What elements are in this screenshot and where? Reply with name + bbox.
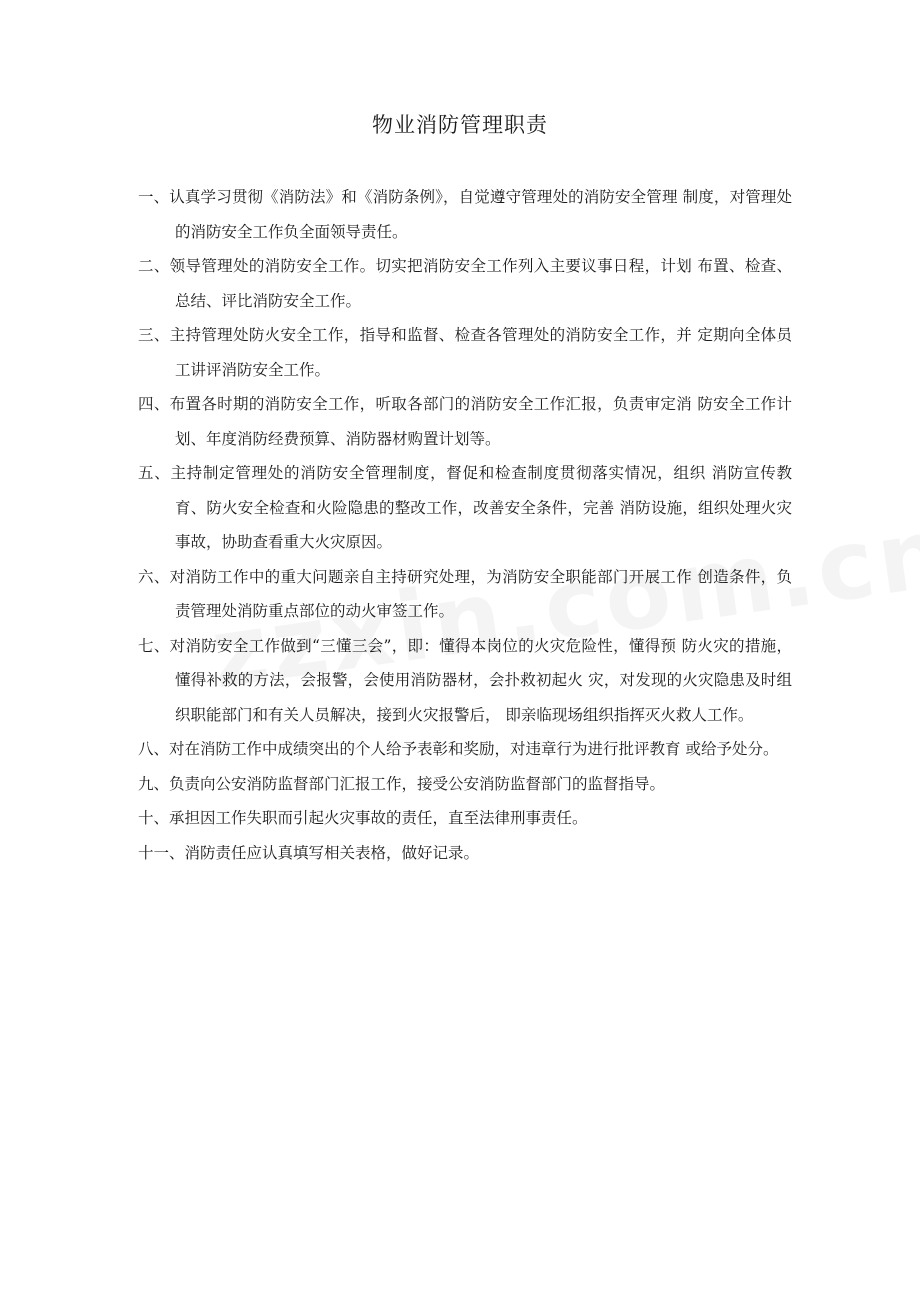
item-number: 五、 [138, 464, 171, 482]
item-text: 承担因工作失职而引起火灾事故的责任，直至法律刑事责任。 [169, 809, 588, 827]
item-text: 对消防工作中的重大问题亲自主持研究处理，为消防安全职能部门开展工作 创造条件，负责管理处消防重点部位的动火审签工作。 [169, 567, 792, 620]
item-number: 九、 [138, 774, 170, 793]
item-number: 八、 [138, 740, 170, 758]
duty-item-11 [138, 836, 792, 871]
item-text: 负责向公安消防监督部门汇报工作，接受公安消防监督部门的监督指导。 [169, 774, 666, 793]
duty-item-5 [138, 456, 792, 560]
item-number: 二、 [138, 257, 170, 275]
item-text: 主持管理处防火安全工作，指导和监督、检查各管理处的消防安全工作，并 定期向全体员工讲评消防安全工作。 [169, 326, 792, 379]
item-text: 布置各时期的消防安全工作，听取各部门的消防安全工作汇报，负责审定消 防安全工作计划、年度消防经费预算、消防器材购置计划等。 [169, 395, 792, 448]
item-number: 七、 [138, 636, 170, 655]
item-text: 认真学习贯彻《消防法》和《消防条例》，自觉遵守管理处的消防安全管理 制度，对管理处的消防安全工作负全面领导责任。 [169, 188, 792, 241]
duty-item-8 [138, 732, 792, 767]
duty-item-2 [138, 249, 792, 318]
duty-item-7 [138, 629, 792, 733]
duty-item-6 [138, 560, 792, 629]
item-text: 对消防安全工作做到“三懂三会”，即：懂得本岗位的火灾危险性，懂得预 防火灾的措施，懂得补救的方法，会报警，会使用消防器材，会扑救初起火 灾，对发现的火灾隐患及时组织职能部门和有关人员解决，接到火灾报警后， 即亲临现场组织指挥灭火救人工作。 [169, 636, 792, 724]
item-text: 对在消防工作中成绩突出的个人给予表彰和奖励，对违章行为进行批评教育 或给予处分。 [169, 740, 779, 758]
duty-list [138, 180, 792, 870]
item-number: 四、 [138, 395, 170, 413]
item-text: 消防责任应认真填写相关表格，做好记录。 [184, 843, 480, 862]
item-text: 领导管理处的消防安全工作。切实把消防安全工作列入主要议事日程，计划 布置、检查、总结、评比消防安全工作。 [169, 257, 792, 310]
item-number: 一、 [138, 188, 170, 206]
item-number: 十一、 [138, 843, 185, 862]
item-number: 六、 [138, 567, 170, 586]
item-number: 三、 [138, 326, 170, 344]
duty-item-4 [138, 387, 792, 456]
document-title: 物业消防管理职责 [372, 113, 548, 137]
duty-item-1 [138, 180, 792, 249]
item-text: 主持制定管理处的消防安全管理制度，督促和检查制度贯彻落实情况，组织 消防宣传教育、防火安全检查和火险隐患的整改工作，改善安全条件，完善 消防设施，组织处理火灾事故，协助查看重大火灾原因。 [170, 464, 792, 551]
duty-item-10 [138, 801, 792, 836]
duty-item-9 [138, 767, 792, 802]
duty-item-3 [138, 318, 792, 387]
item-number: 十、 [138, 809, 170, 827]
